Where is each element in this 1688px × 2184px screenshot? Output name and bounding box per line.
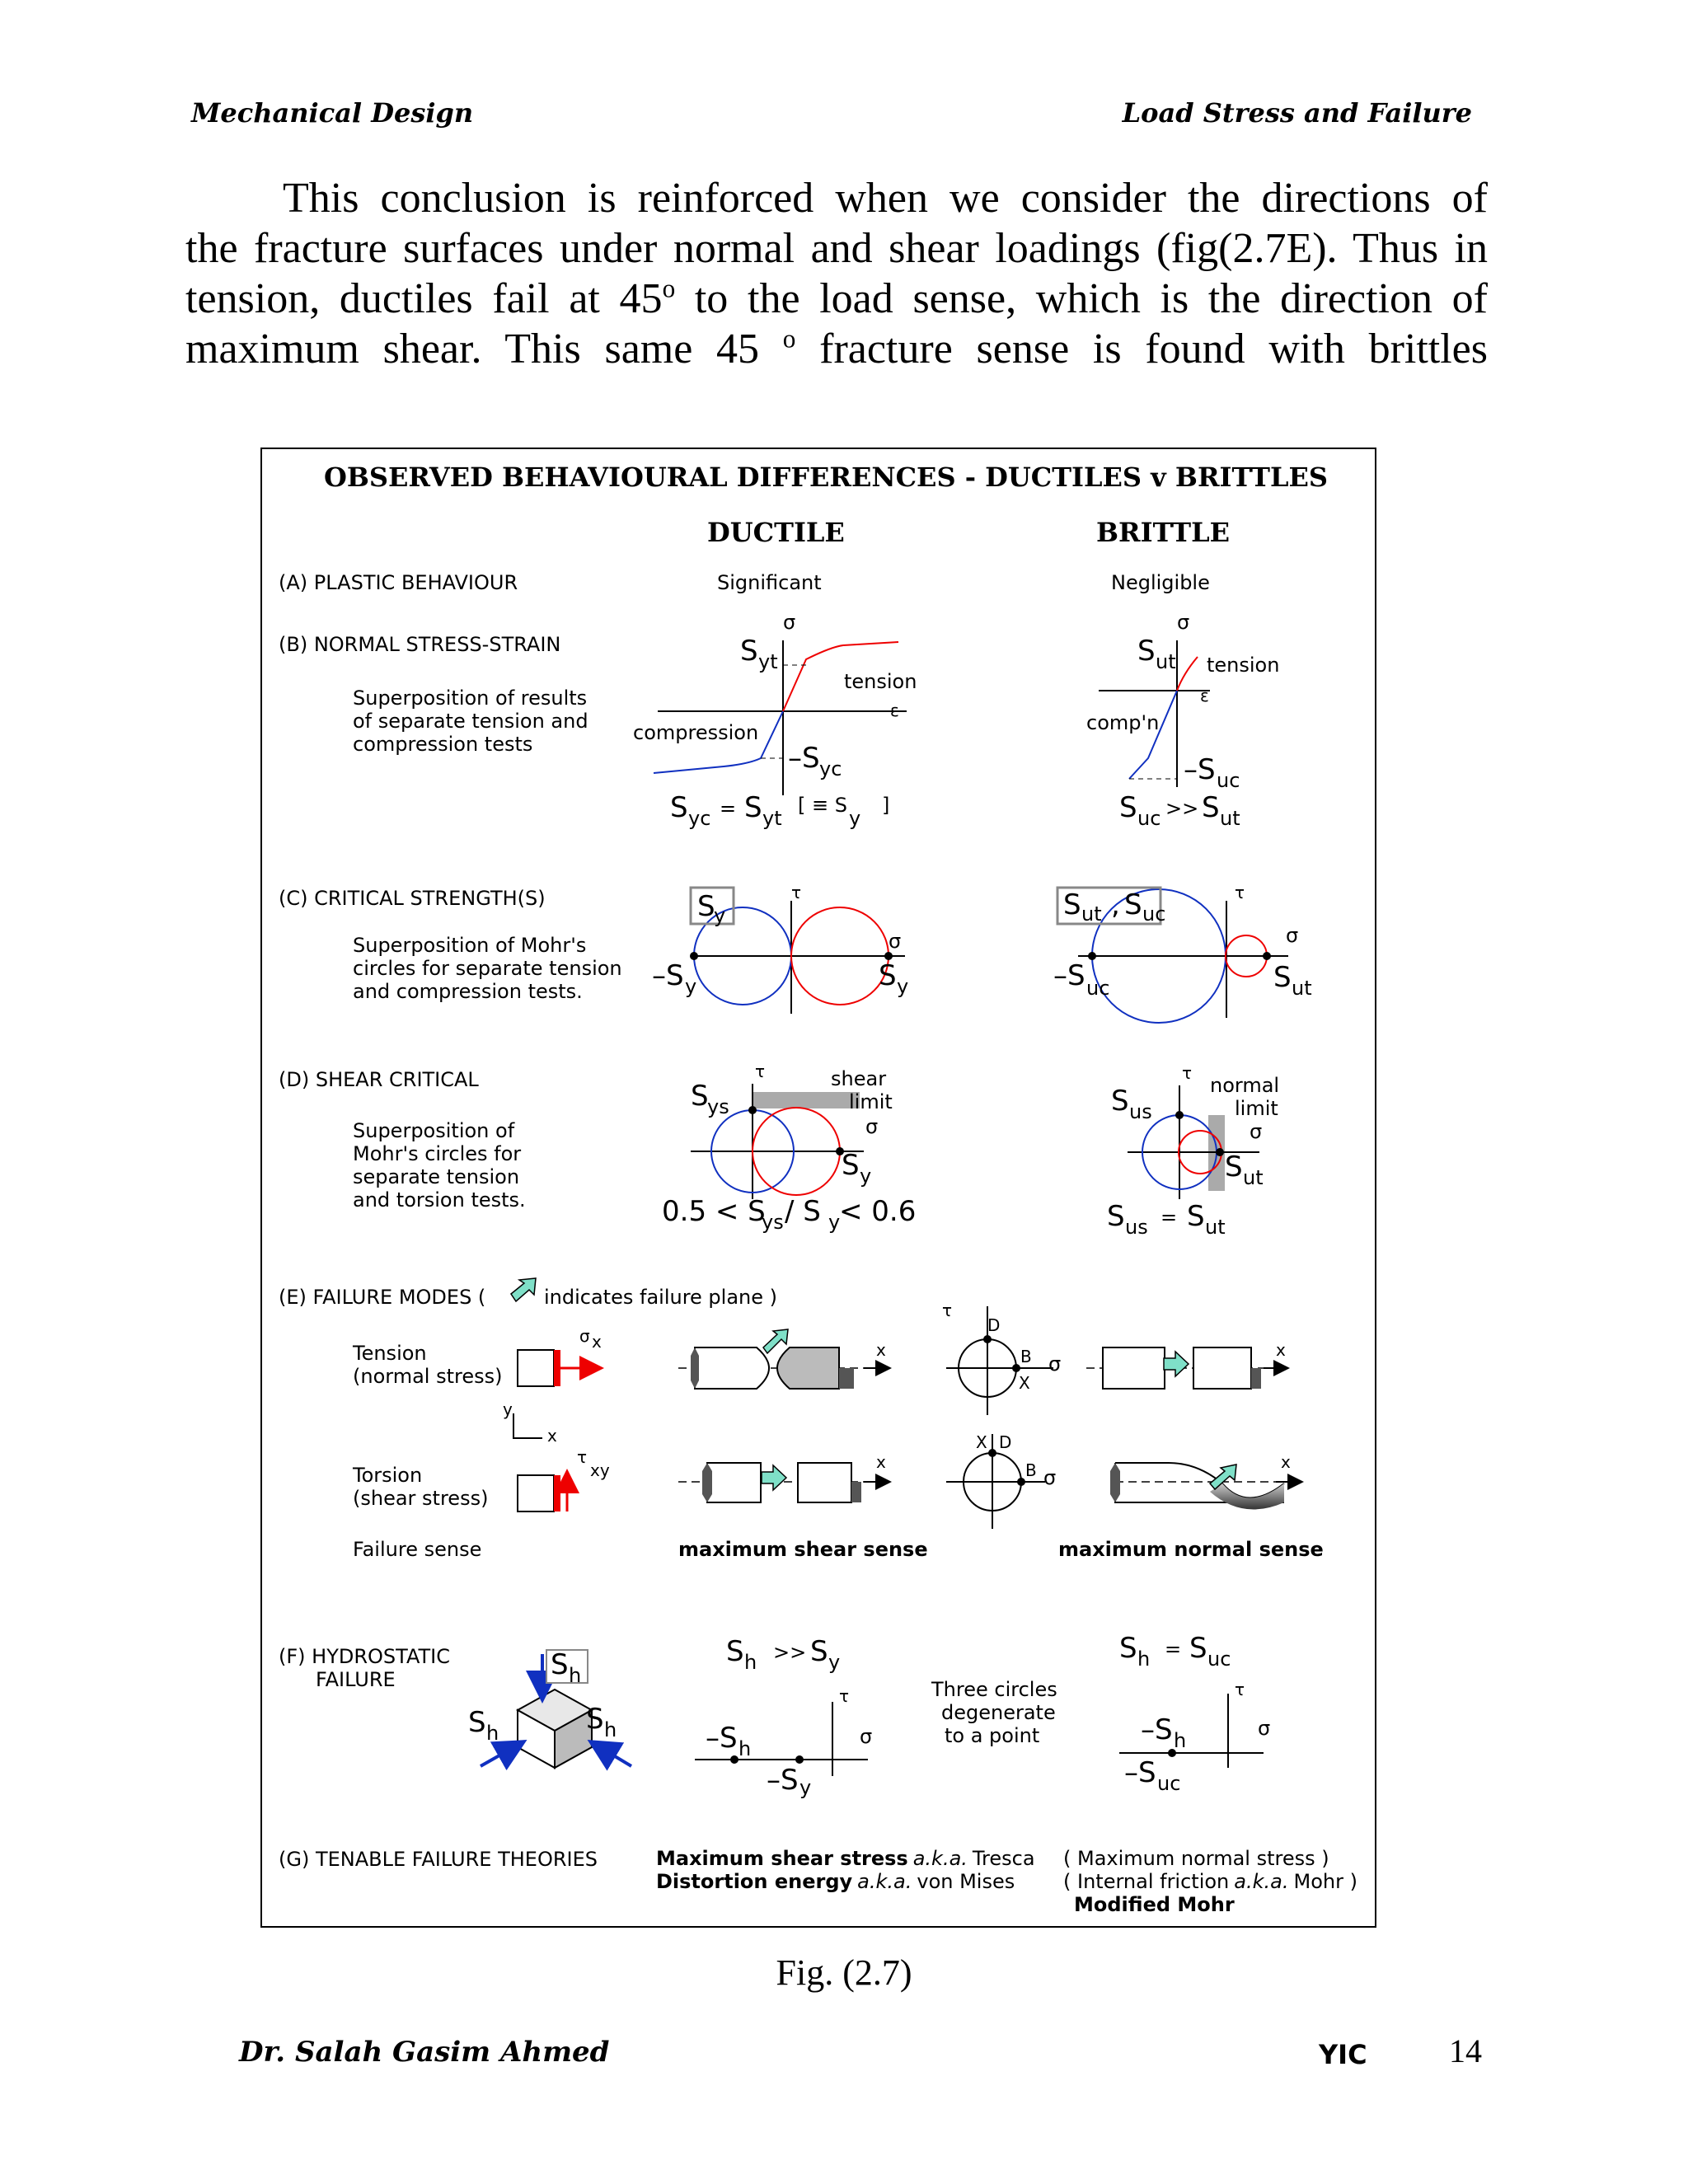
- minus: –: [1124, 1756, 1138, 1789]
- subscript: uc: [1142, 902, 1166, 926]
- compression-label: compression: [633, 721, 759, 744]
- torsion-element-icon: [518, 1447, 610, 1511]
- row-f-label: (F) HYDROSTATIC: [279, 1645, 450, 1668]
- s-label: S: [586, 1703, 604, 1736]
- row-d-note: Mohr's circles for: [353, 1142, 522, 1165]
- s-label: S: [468, 1706, 486, 1739]
- subscript: h: [1174, 1729, 1187, 1752]
- equals: =: [1165, 1638, 1182, 1661]
- minus-s-label: [788, 742, 820, 775]
- s-label: S: [1111, 1085, 1129, 1118]
- footer-author: Dr. Salah Gasim Ahmed: [239, 2036, 610, 2069]
- subscript: yc: [688, 807, 711, 830]
- minus-s-label: [652, 959, 684, 992]
- subscript: y: [849, 807, 861, 830]
- s-label: S: [1119, 1632, 1137, 1665]
- header-left: Mechanical Design: [191, 97, 474, 129]
- tau-label: τ: [577, 1447, 588, 1467]
- row-e-label: (E) FAILURE MODES (: [279, 1286, 486, 1309]
- limit-label: limit: [1235, 1097, 1278, 1120]
- s-label: S: [1273, 961, 1292, 994]
- tension-label: Tension: [353, 1342, 427, 1365]
- max-shear-sense: maximum shear sense: [678, 1538, 928, 1561]
- y-axis-label: y: [503, 1399, 513, 1419]
- ductile-theory-1: [656, 1847, 1035, 1870]
- subscript: ut: [1081, 902, 1102, 926]
- xy-label: xy: [590, 1460, 610, 1480]
- figure-title: OBSERVED BEHAVIOURAL DIFFERENCES - DUCTILES v BRITTLES: [324, 462, 1328, 493]
- s-label: S: [1124, 888, 1142, 921]
- s-label: S: [1137, 635, 1156, 668]
- s-label: S: [810, 1635, 828, 1668]
- tension-label: tension: [1207, 654, 1280, 677]
- ratio-text: < 0.6: [839, 1195, 917, 1228]
- footer-mark: YIC: [1319, 2039, 1367, 2070]
- tau-label: τ: [1182, 1063, 1193, 1083]
- subscript: h: [569, 1664, 582, 1687]
- x-axis-label: x: [547, 1426, 557, 1446]
- d-point-label: D: [999, 1432, 1012, 1452]
- s-label: S: [1107, 1200, 1125, 1233]
- row-d-note: separate tension: [353, 1165, 520, 1188]
- theory-name: ( Internal friction: [1063, 1870, 1230, 1893]
- subscript: h: [604, 1718, 617, 1741]
- paragraph-line: This conclusion is reinforced when we consider the directions of: [283, 175, 1488, 222]
- sigma-label: σ: [1258, 1717, 1271, 1740]
- much-greater: >>: [1165, 797, 1199, 820]
- subscript: y: [860, 1165, 872, 1188]
- ductile-stress-strain-plot: [633, 611, 917, 830]
- shear-label: shear: [831, 1067, 887, 1090]
- brittle-stress-strain-plot: [1086, 611, 1279, 830]
- brittle-tension-fracture-specimen: [1086, 1340, 1288, 1389]
- figure-caption: Fig. (2.7): [776, 1952, 912, 1993]
- sigma-label: σ: [783, 611, 796, 634]
- row-d-note: and torsion tests.: [353, 1188, 526, 1212]
- s-letter: S: [720, 1722, 738, 1755]
- much-greater: >>: [773, 1641, 807, 1664]
- tau-label: τ: [839, 1686, 850, 1706]
- b-point-label: B: [1025, 1460, 1037, 1480]
- subscript: ut: [1292, 977, 1312, 1000]
- aka: a.k.a.: [857, 1870, 912, 1893]
- row-c-note: Superposition of Mohr's: [353, 934, 587, 957]
- row-b-note: of separate tension and: [353, 710, 588, 733]
- s-letter: S: [802, 742, 820, 775]
- max-normal-sense: maximum normal sense: [1058, 1538, 1324, 1561]
- row-b-note: Superposition of results: [353, 687, 588, 710]
- subscript: y: [897, 975, 909, 998]
- paragraph-line: [185, 274, 1488, 324]
- s-label: S: [1187, 1200, 1205, 1233]
- ductile-mohr-circles: [652, 883, 908, 1014]
- minus: –: [788, 742, 802, 775]
- degree-mark: o: [782, 324, 796, 354]
- torsion-sub: (shear stress): [353, 1487, 489, 1510]
- theory-name: Distortion energy: [656, 1870, 853, 1893]
- figure-drawing: [262, 449, 1375, 1926]
- theory-name: Maximum shear stress: [656, 1847, 908, 1870]
- subscript: ut: [1205, 1216, 1226, 1239]
- minus-s-label: [1141, 1713, 1173, 1746]
- sigma-label: σ: [865, 1115, 879, 1138]
- subscript: uc: [1086, 977, 1110, 1000]
- brittle-torsion-fracture-specimen: [1110, 1452, 1302, 1509]
- s-letter: S: [1198, 753, 1216, 786]
- row-d-label: (D) SHEAR CRITICAL: [279, 1068, 479, 1091]
- subscript: y: [685, 975, 697, 998]
- brittle-mohr-circles: [1053, 883, 1312, 1023]
- sigma-label: σ: [1177, 611, 1190, 634]
- brittle-heading: BRITTLE: [1096, 517, 1230, 548]
- minus: –: [1184, 753, 1198, 786]
- s-letter: S: [1067, 959, 1085, 992]
- sigma-label: σ: [1043, 1466, 1057, 1489]
- s-label: S: [670, 791, 688, 824]
- s-label: S: [1063, 888, 1081, 921]
- subscript: h: [738, 1737, 752, 1760]
- brittle-theory-3: Modified Mohr: [1074, 1893, 1235, 1916]
- ductile-tension-mohr-circle: [942, 1301, 1061, 1415]
- minus: –: [767, 1764, 781, 1797]
- s-label: S: [1119, 791, 1137, 824]
- torsion-label: Torsion: [353, 1464, 423, 1487]
- aka: a.k.a.: [912, 1847, 968, 1870]
- s-label: S: [691, 1080, 709, 1113]
- row-d-note: Superposition of: [353, 1119, 515, 1142]
- ratio-text: 0.5 < S: [662, 1195, 766, 1228]
- x-label: x: [592, 1332, 602, 1352]
- minus: –: [652, 959, 666, 992]
- epsilon-label: ε: [890, 701, 899, 720]
- body-paragraph: [185, 173, 1488, 374]
- subscript: yt: [762, 807, 782, 830]
- row-e-label-tail: indicates failure plane ): [544, 1286, 778, 1309]
- aka: a.k.a.: [1234, 1870, 1289, 1893]
- s-letter: S: [1155, 1713, 1173, 1746]
- sigma-label: σ: [1286, 924, 1299, 947]
- failure-plane-arrow-icon: [511, 1278, 536, 1301]
- x-label: x: [876, 1340, 886, 1360]
- minus-s-label: [1124, 1756, 1156, 1789]
- row-b-label: (B) NORMAL STRESS-STRAIN: [279, 633, 561, 656]
- equals: =: [720, 797, 737, 820]
- page-number: 14: [1449, 2032, 1482, 2069]
- subscript: uc: [1217, 769, 1240, 792]
- paragraph-text: to the load sense, which is the direction of: [675, 275, 1488, 322]
- subscript: h: [486, 1722, 499, 1745]
- sigma-label: σ: [860, 1725, 873, 1748]
- x-label: x: [1276, 1340, 1286, 1360]
- subscript: us: [1125, 1216, 1148, 1239]
- minus-s-label: [706, 1722, 738, 1755]
- tension-sub: (normal stress): [353, 1365, 503, 1388]
- theory-alias: Mohr ): [1293, 1870, 1357, 1893]
- minus-s-label: [767, 1764, 799, 1797]
- subscript: y: [828, 1651, 841, 1674]
- subscript: uc: [1137, 807, 1161, 830]
- subscript: ut: [1220, 807, 1240, 830]
- minus-s-label: [1184, 753, 1216, 786]
- x-point-label: X: [1019, 1373, 1030, 1393]
- s-letter: S: [1138, 1756, 1156, 1789]
- sigma-label: σ: [1250, 1120, 1263, 1143]
- minus: –: [1141, 1713, 1155, 1746]
- ductile-torsion-fracture-specimen: [678, 1452, 890, 1502]
- s-letter: S: [666, 959, 684, 992]
- ductile-theory-2: [656, 1870, 1015, 1893]
- s-letter: S: [781, 1764, 799, 1797]
- paragraph-text: tension, ductiles fail at 45: [185, 275, 663, 322]
- row-g-label: (G) TENABLE FAILURE THEORIES: [279, 1848, 598, 1871]
- three-circles-note: degenerate: [941, 1701, 1056, 1724]
- sigma-label: σ: [579, 1326, 590, 1346]
- s-label: S: [1225, 1151, 1243, 1183]
- paragraph-line: the fracture surfaces under normal and shear loadings (fig(2.7E). Thus in: [185, 225, 1488, 272]
- ductile-tension-fracture-specimen: [678, 1329, 890, 1389]
- s-label: S: [842, 1149, 860, 1182]
- d-point-label: D: [987, 1315, 1001, 1335]
- limit-label: limit: [849, 1090, 893, 1113]
- compn-label: comp'n: [1086, 711, 1160, 734]
- subscript: y: [714, 904, 726, 927]
- row-f-label: FAILURE: [316, 1668, 396, 1691]
- minus: –: [1053, 959, 1067, 992]
- subscript: us: [1129, 1100, 1152, 1123]
- x-label: x: [1281, 1452, 1291, 1472]
- s-label: S: [744, 791, 762, 824]
- brittle-shear-critical-plot: [1107, 1063, 1279, 1239]
- hydrostatic-cube-icon: [468, 1648, 631, 1768]
- subscript: ys: [707, 1095, 729, 1118]
- comma: ,: [1111, 888, 1120, 921]
- three-circles-note: to a point: [945, 1724, 1040, 1747]
- theory-alias: von Mises: [917, 1870, 1015, 1893]
- equals: =: [1160, 1206, 1178, 1229]
- s-label: S: [1189, 1632, 1207, 1665]
- brittle-theory-1: ( Maximum normal stress ): [1063, 1847, 1329, 1870]
- paragraph-text: maximum shear. This same 45: [185, 326, 783, 373]
- s-label: S: [740, 635, 758, 668]
- three-circles-note: Three circles: [931, 1678, 1057, 1701]
- sigma-label: σ: [1048, 1352, 1062, 1376]
- s-label: S: [1202, 791, 1220, 824]
- figure-panel: [260, 448, 1376, 1928]
- normal-label: normal: [1210, 1074, 1280, 1097]
- subscript: uc: [1207, 1647, 1231, 1671]
- minus: –: [706, 1722, 720, 1755]
- subscript: uc: [1157, 1772, 1181, 1795]
- paragraph-line: [185, 324, 1488, 374]
- tau-label: τ: [791, 883, 802, 902]
- subscript: yt: [758, 650, 778, 673]
- tau-label: τ: [1235, 1680, 1245, 1699]
- epsilon-label: ε: [1200, 686, 1209, 705]
- brittle-hydrostatic-plot: [1119, 1632, 1270, 1795]
- tau-label: τ: [755, 1062, 766, 1081]
- ratio-text: / S: [785, 1195, 821, 1228]
- degree-mark: o: [662, 274, 676, 303]
- subscript: h: [744, 1651, 757, 1674]
- tension-label: tension: [844, 670, 917, 693]
- row-c-label: (C) CRITICAL STRENGTH(S): [279, 887, 546, 910]
- row-c-note: circles for separate tension: [353, 957, 622, 980]
- s-label: S: [551, 1648, 569, 1681]
- bracket-close: ]: [882, 794, 890, 817]
- equiv-bracket: [ ≡ S: [798, 794, 847, 817]
- ductile-hydrostatic-plot: [695, 1635, 872, 1799]
- x-label: x: [876, 1452, 886, 1472]
- subscript: ys: [762, 1211, 784, 1234]
- sigma-label: σ: [889, 930, 902, 953]
- subscript: y: [799, 1776, 812, 1799]
- brittle-theory-2: [1063, 1870, 1357, 1893]
- s-label: S: [697, 890, 715, 923]
- row-b-note: compression tests: [353, 733, 533, 756]
- x-point-label: X: [976, 1432, 987, 1452]
- subscript: h: [1137, 1647, 1151, 1671]
- header-right: Load Stress and Failure: [1122, 97, 1472, 129]
- subscript: ut: [1243, 1166, 1264, 1189]
- row-a-label: (A) PLASTIC BEHAVIOUR: [279, 571, 518, 594]
- b-point-label: B: [1020, 1347, 1032, 1366]
- row-a-brittle: Negligible: [1111, 571, 1210, 594]
- ductile-heading: DUCTILE: [707, 517, 845, 548]
- subscript: ut: [1156, 650, 1176, 673]
- s-label: S: [879, 959, 897, 992]
- subscript: y: [828, 1211, 841, 1234]
- row-c-note: and compression tests.: [353, 980, 583, 1003]
- minus-s-label: [1053, 959, 1085, 992]
- subscript: yc: [819, 757, 842, 780]
- theory-alias: Tresca: [972, 1847, 1035, 1870]
- ductile-shear-critical-plot: [662, 1062, 916, 1234]
- tension-element-icon: [503, 1326, 602, 1446]
- paragraph-text: fracture sense is found with brittles: [795, 326, 1488, 373]
- s-label: S: [726, 1635, 744, 1668]
- tau-label: τ: [1235, 883, 1245, 902]
- torsion-mohr-circle: [946, 1432, 1056, 1529]
- tau-label: τ: [942, 1301, 953, 1320]
- failure-sense-label: Failure sense: [353, 1538, 482, 1561]
- row-a-ductile: Significant: [717, 571, 822, 594]
